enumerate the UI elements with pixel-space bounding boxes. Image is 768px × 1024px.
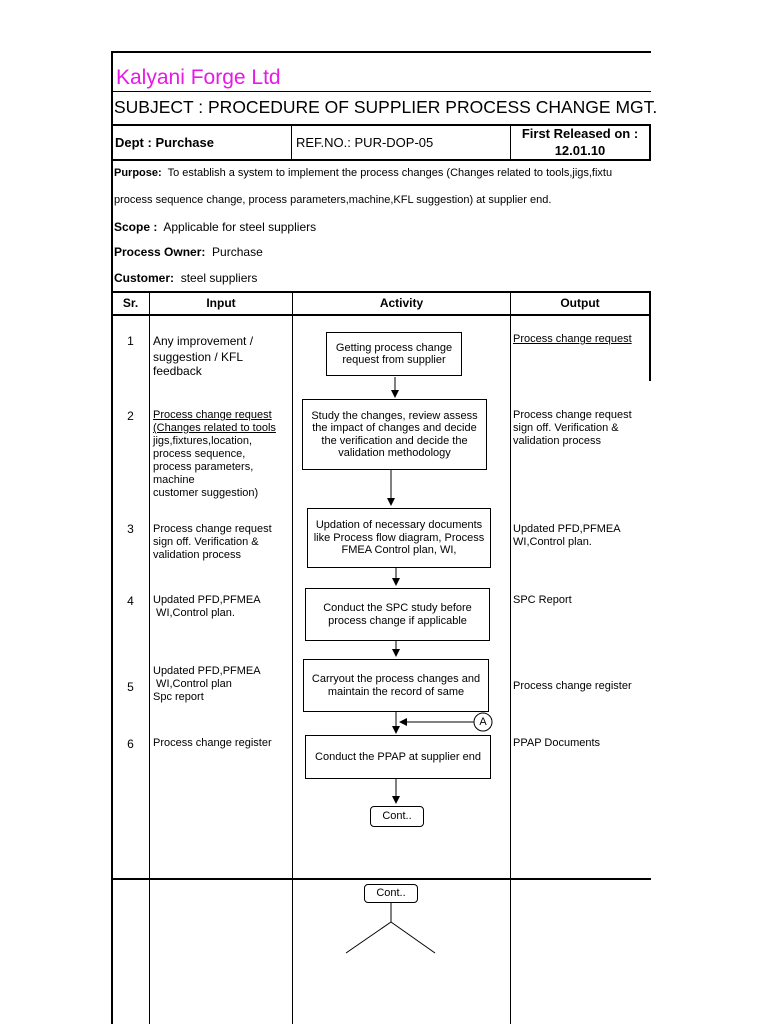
row-5-input-line: Updated PFD,PFMEA [153, 665, 261, 677]
line-branch-left [346, 922, 391, 953]
row-1-sr: 1 [127, 334, 134, 348]
document-subject: SUBJECT : PROCEDURE OF SUPPLIER PROCESS CHANGE MGT. [114, 97, 658, 117]
activity-box-6: Conduct the PPAP at supplier end [305, 735, 491, 779]
row-3-output-line: WI,Control plan. [513, 536, 592, 548]
owner-text: Purchase [212, 245, 263, 259]
col-header-activity: Activity [379, 296, 424, 310]
activity-box-2: Study the changes, review assess the impact of changes and decide the verification and decide the validation methodology [302, 399, 487, 470]
dept-label: Dept : Purchase [115, 135, 214, 150]
row-2-output-line: sign off. Verification & [513, 422, 619, 434]
row-5-input-line: Spc report [153, 691, 204, 703]
activity-box-1: Getting process change request from supplier [326, 332, 462, 376]
customer-text: steel suppliers [180, 271, 258, 285]
line-branch-right [391, 922, 435, 953]
row-1-output: Process change request [513, 333, 632, 345]
row-2-input-line: process parameters, [153, 461, 254, 473]
purpose-text: To establish a system to implement the process changes (Changes related to tools,jigs,fixtu [167, 167, 613, 179]
row-1-input-line: Any improvement / [153, 334, 254, 348]
row-2-input-line: jigs,fixtures,location, [153, 435, 253, 447]
ref-number: REF.NO.: PUR-DOP-05 [296, 135, 434, 150]
row-4-output: SPC Report [513, 594, 572, 606]
company-name: Kalyani Forge Ltd [116, 66, 281, 89]
row-4-input-line: Updated PFD,PFMEA [153, 594, 261, 606]
row-3-input-line: sign off. Verification & [153, 536, 259, 548]
customer-label: Customer: [114, 271, 175, 285]
row-6-sr: 6 [127, 737, 134, 751]
row-6-input: Process change register [153, 737, 272, 749]
row-3-sr: 3 [127, 522, 134, 536]
row-3-input-line: validation process [153, 549, 242, 561]
row-6-output: PPAP Documents [513, 737, 601, 749]
row-2-output-line: Process change request [513, 409, 632, 421]
owner-label: Process Owner: [114, 245, 206, 259]
row-2-input-line: customer suggestion) [153, 487, 259, 499]
col-header-output: Output [560, 296, 600, 310]
row-2-input-line: (Changes related to tools [153, 422, 276, 434]
row-2-output-line: validation process [513, 435, 602, 447]
first-released-label: First Released on : [521, 126, 639, 141]
row-2-input-line: Process change request [153, 409, 272, 421]
purpose-label: Purpose: [114, 167, 162, 179]
activity-box-3: Updation of necessary documents like Process flow diagram, Process FMEA Control plan, WI, [307, 508, 491, 568]
scope-label: Scope : [114, 220, 158, 234]
row-2-sr: 2 [127, 409, 134, 423]
col-header-sr: Sr. [122, 296, 139, 310]
row-3-output-line: Updated PFD,PFMEA [513, 523, 621, 535]
row-5-sr: 5 [127, 680, 134, 694]
cont-box-next-page: Cont.. [364, 884, 418, 903]
row-1-input-line: suggestion / KFL [153, 350, 244, 364]
row-1-input-line: feedback [153, 364, 202, 378]
col-header-input: Input [206, 296, 236, 310]
row-4-sr: 4 [127, 594, 134, 608]
row-4-input-line: WI,Control plan. [153, 607, 235, 619]
cont-box: Cont.. [370, 806, 424, 827]
row-3-input-line: Process change request [153, 523, 272, 535]
activity-box-4: Conduct the SPC study before process change if applicable [305, 588, 490, 641]
first-released-date: 12.01.10 [554, 143, 606, 158]
scope-text: Applicable for steel suppliers [163, 220, 317, 234]
row-5-input-line: WI,Control plan [153, 678, 232, 690]
activity-box-5: Carryout the process changes and maintain the record of same [303, 659, 489, 712]
row-5-output: Process change register [513, 680, 632, 692]
connector-a-label: A [479, 716, 487, 728]
purpose-text-continued: process sequence change, process parameters,machine,KFL suggestion) at supplier end. [114, 194, 552, 206]
row-2-input-line: machine [153, 474, 195, 486]
row-2-input-line: process sequence, [153, 448, 246, 460]
